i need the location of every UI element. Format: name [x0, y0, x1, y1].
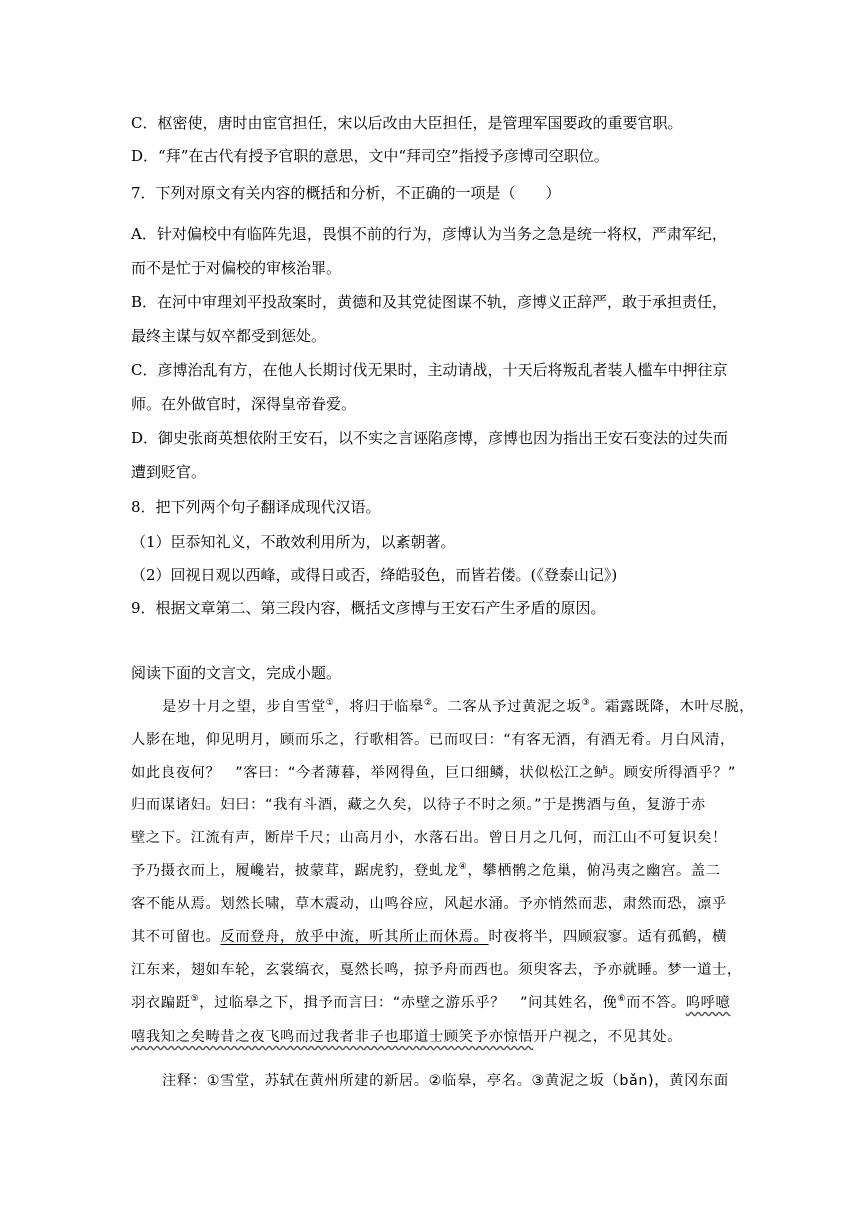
passage-line-6: 予乃摄衣而上，履巉岩，披蒙茸，踞虎豹，登虬龙④，攀栖鹘之危巢，俯冯夷之幽宫。盖二	[131, 862, 721, 879]
passage-line-4: 归而谋诸妇。妇曰：“我有斗酒，藏之久矣，以待子不时之须。”于是携酒与鱼，复游于赤	[131, 797, 706, 813]
q7-option-a-line1: A．针对偏校中有临阵先退，畏惧不前的行为，彦博认为当务之急是统一将权，严肃军纪，	[131, 225, 727, 243]
footnote-marker-1: ①	[325, 698, 335, 708]
q7-option-d-line2: 遭到贬官。	[131, 463, 207, 481]
q6-option-c: C．枢密使，唐时由宦官担任，宋以后改由大臣担任，是管理军国要政的重要官职。	[131, 114, 683, 132]
footnote-marker-4: ④	[458, 862, 468, 872]
passage-line-5: 壁之下。江流有声，断岸千尺；山高月小，水落石出。曾日月之几何，而江山不可复识矣！	[131, 830, 727, 846]
q7-option-b-line1: B．在河中审理刘平投敌案时，黄德和及其党徒图谋不轨，彦博义正辞严，敢于承担责任，	[131, 293, 728, 311]
q8-sentence-2: （2）回视日观以西峰，或得日或否，绛皓驳色，而皆若偻。(《登泰山记》)	[131, 566, 618, 584]
q7-stem: 7．下列对原文有关内容的概括和分析，不正确的一项是（ ）	[131, 184, 561, 202]
passage-line-11: 嘻我知之矣畴昔之夜飞鸣而过我者非子也耶道士顾笑予亦惊悟开户视之，不见其处。	[131, 1029, 683, 1045]
q8-sentence-1: （1）臣忝知礼义，不敢效利用所为，以紊朝著。	[131, 533, 456, 551]
wavy-underlined-text: 嘻我知之矣畴昔之夜飞鸣而过我者非子也耶道士顾笑予亦惊悟	[131, 1029, 534, 1045]
passage-line-10: 羽衣蹁跹⑤，过临皋之下，揖予而言曰：“赤壁之游乐乎？ ”问其姓名，俛⑥而不答。呜呼噫	[131, 994, 731, 1011]
q7-option-b-line2: 最终主谋与奴卒都受到惩处。	[131, 327, 327, 345]
q7-option-a-line2: 而不是忙于对偏校的审核治罪。	[131, 259, 342, 277]
q9-stem: 9．根据文章第二、第三段内容，概括文彦博与王安石产生矛盾的原因。	[131, 599, 606, 617]
passage-line-1: 是岁十月之望，步自雪堂①，将归于临皋②。二客从予过黄泥之坂③。霜露既降，木叶尽脱，	[162, 698, 755, 715]
passage-line-8: 其不可留也。反而登舟，放乎中流，听其所止而休焉。时夜将半，四顾寂寥。适有孤鹤，横	[131, 929, 727, 945]
footnote-marker-2: ②	[423, 698, 433, 708]
q6-option-d: D．“拜”在古代有授予官职的意思，文中“拜司空”指授予彦博司空职位。	[131, 147, 609, 165]
footnote-marker-5: ⑤	[190, 994, 200, 1004]
wavy-underlined-text-start: 呜呼噫	[685, 995, 731, 1011]
passage-line-9: 江东来，翅如车轮，玄裳缟衣，戛然长鸣，掠予舟而西也。须臾客去，予亦就睡。梦一道士，	[131, 962, 742, 978]
passage-intro: 阅读下面的文言文，完成小题。	[131, 664, 342, 682]
passage-line-3: 如此良夜何？ ”客曰：“今者薄暮，举网得鱼，巨口细鳞，状似松江之鲈。顾安所得酒乎？”	[131, 765, 736, 781]
q8-stem: 8．把下列两个句子翻译成现代汉语。	[131, 498, 381, 516]
q7-option-c-line1: C．彦博治乱有方，在他人长期讨伐无果时，主动请战，十天后将叛乱者装人槛车中押往京	[131, 361, 728, 379]
passage-line-2: 人影在地，仰见明月，顾而乐之，行歌相答。已而叹曰：“有客无酒，有酒无肴。月白风清，	[131, 732, 735, 748]
q7-option-d-line1: D．御史张商英想依附王安石，以不实之言诬陷彦博，彦博也因为指出王安石变法的过失而	[131, 429, 729, 447]
footnote-marker-3: ③	[581, 698, 591, 708]
passage-line-7: 客不能从焉。划然长啸，草木震动，山鸣谷应，风起水涌。予亦悄然而悲，肃然而恐，凛乎	[131, 896, 727, 912]
underlined-sentence: 反而登舟，放乎中流，听其所止而休焉。	[220, 929, 489, 945]
footnote-marker-6: ⑥	[617, 994, 627, 1004]
passage-footnote: 注释：①雪堂，苏轼在黄州所建的新居。②临皋，亭名。③黄泥之坂（bǎn)，黄冈东面	[162, 1073, 729, 1089]
q7-option-c-line2: 师。在外做官时，深得皇帝眷爱。	[131, 395, 357, 413]
